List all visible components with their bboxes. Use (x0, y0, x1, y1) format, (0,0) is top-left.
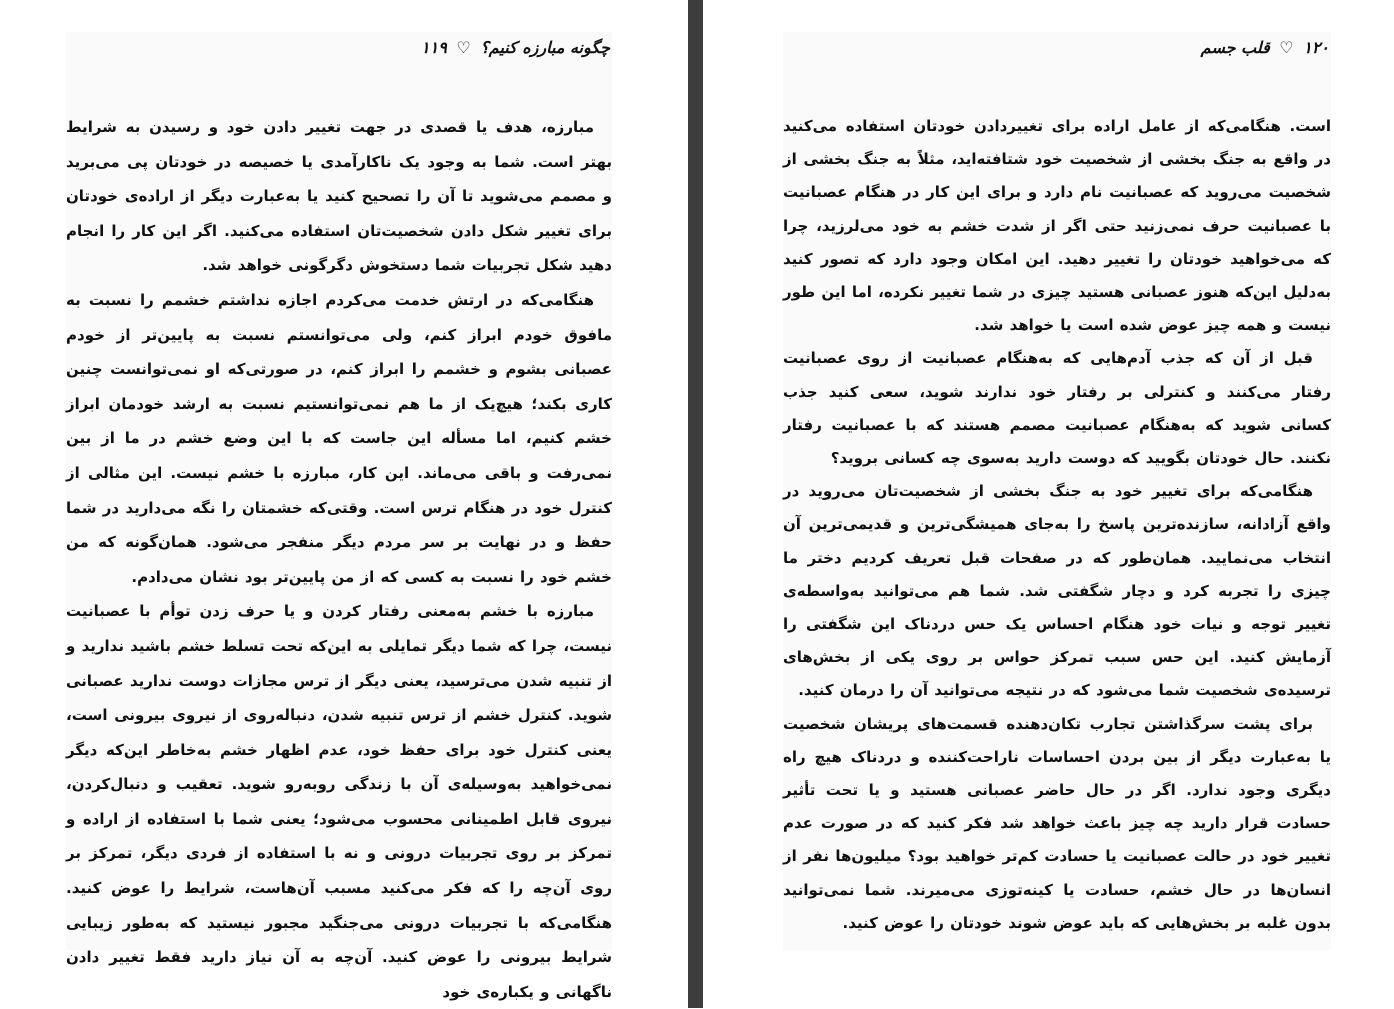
paragraph: برای پشت سرگذاشتن تجارب تکان‌دهنده قسمت‌های پریشان شخصیت یا به‌عبارت دیگر از بین بردن احساسات ناراحت‌کننده و دردناک هیچ راه دیگری وجود ندارد. اگر در حال حاضر عصبانی هستید و یا تحت تأثیر حسادت قرار دارید چه چیز باعث خواهد شد فکر کنید که در صورت عدم تغییر خود در حالت عصبانیت یا حسادت کم‌تر خواهید بود؟ میلیون‌ها نفر از انسان‌ها در حال خشم، حسادت یا کینه‌توزی می‌میرند. شما نمی‌توانید بدون غلبه بر بخش‌هایی که باید عوض شوند خودتان را عوض کنید. (783, 714, 1331, 932)
paragraph: هنگامی‌که برای تغییر خود به جنگ بخشی از شخصیت‌تان می‌روید در واقع آزادانه، سازنده‌ترین پاسخ را به‌جای همیشگی‌ترین و قدیمی‌ترین آن انتخاب می‌نمایید. همان‌طور که در صفحات قبل تعریف کردیم دختر ما چیزی را تجربه کرد و دچار شگفتی شد. شما هم می‌توانید به‌واسطه‌ی تغییر توجه و نیات خود هنگام احساس یک حس دردناک این شگفتی را آزمایش کنید. این حس سبب تمرکز حواس بر روی یکی از بخش‌های ترسیده‌ی شخصیت شما می‌شود که در نتیجه می‌توانید آن را درمان کنید. (783, 482, 1331, 700)
heart-icon: ♡ (1279, 38, 1294, 57)
page-header (785, 38, 1329, 66)
page-header (68, 38, 610, 66)
paragraph: است. هنگامی‌که از عامل اراده برای تغییردادن خودتان استفاده می‌کنید در واقع به جنگ بخشی از شخصیت خود شتافته‌اید، مثلاً به جنگ بخشی از شخصیت می‌روید که عصبانیت نام دارد و برای این کار در هنگام عصبانیت با عصبانیت حرف نمی‌زنید حتی اگر از شدت خشم به خود می‌لرزید، چرا که می‌خواهید خودتان را تغییر دهید. این امکان وجود دارد که تصور کنید به‌دلیل این‌که هنوز عصبانی هستید چیزی در شما تغییر نکرده، اما این طور نیست و همه چیز عوض شده است یا خواهد شد. (783, 117, 1331, 335)
page-body (783, 110, 1331, 940)
paragraph: مبارزه با خشم به‌معنی رفتار کردن و یا حرف زدن توأم با عصبانیت نیست، چرا که شما دیگر تمایلی به این‌که تحت تسلط خشم باشید ندارید و از تنبیه شدن می‌ترسید، یعنی دیگر از ترس مجازات دوست ندارید عصبانی شوید. کنترل خشم از ترس تنبیه شدن، دنباله‌روی از نیروی بیرونی است، یعنی کنترل خود برای حفظ خود، عدم اظهار خشم به‌خاطر این‌که دیگر نمی‌خواهید به‌وسیله‌ی آن با زندگی روبه‌رو شوید. تعقیب و دنبال‌کردن، نیروی قابل اطمینانی محسوب می‌شود؛ یعنی شما با استفاده از اراده و تمرکز بر روی تجربیات درونی و نه با استفاده از فردی دیگر، تمرکز بر روی آن‌چه را که فکر می‌کنید مسبب آن‌هاست، شرایط را عوض کنید. هنگامی‌که با تجربیات درونی می‌جنگید مجبور نیستید که به‌طور زیبایی شرایط بیرونی را عوض کنید. آن‌چه به آن نیاز دارید فقط تغییر دادن ناگهانی و یکباره‌ی خود (66, 602, 612, 1001)
paragraph: قبل از آن که جذب آدم‌هایی که به‌هنگام عصبانیت از روی عصبانیت رفتار می‌کنند و کنترلی بر رفتار خود ندارند شوید، سعی کنید جذب کسانی شوید که به‌هنگام عصبانیت مصمم هستند که با عصبانیت رفتار نکنند. حال خودتان بگویید که دوست دارید به‌سوی چه کسانی بروید؟ (783, 349, 1331, 468)
page-number: ۱۲۰ (1303, 38, 1329, 57)
page-title: قلب جسم (1200, 38, 1270, 57)
left-page (66, 32, 612, 1001)
page-title: چگونه مبارزه کنیم؟ (480, 38, 610, 57)
book-spine-divider (688, 0, 703, 1008)
page-number: ۱۱۹ (421, 38, 447, 57)
paragraph: مبارزه، هدف یا قصدی در جهت تغییر دادن خود و رسیدن به شرایط بهتر است. شما به وجود یک ناکارآمدی یا خصیصه در خودتان پی می‌برید و مصمم می‌شوید تا آن را تصحیح کنید یا به‌عبارت دیگر از اراده‌ی خودتان برای تغییر شکل دادن شخصیت‌تان استفاده می‌کنید. اگر این کار را انجام دهید شکل تجربیات شما دستخوش دگرگونی خواهد شد. (66, 118, 612, 275)
heart-icon: ♡ (456, 38, 471, 57)
paragraph: هنگامی‌که در ارتش خدمت می‌کردم اجازه نداشتم خشمم را نسبت به مافوق خودم ابراز کنم، ولی می‌توانستم نسبت به پایین‌تر از خودم عصبانی بشوم و خشمم را ابراز کنم، در صورتی‌که او نمی‌توانست چنین کاری بکند؛ هیچ‌یک از ما هم نمی‌توانستیم نسبت به ارشد خودمان ابراز خشم کنیم، اما مسأله این جاست که با این وضع خشم در ما از بین نمی‌رفت و باقی می‌ماند. این کار، مبارزه با خشم نیست. این مثالی از کنترل خود در هنگام ترس است. وقتی‌که خشمتان را نگه می‌دارید در شما حفظ و در نهایت بر سر مردم دیگر منفجر می‌شود. همان‌گونه که من خشم خود را نسبت به کسی که از من پایین‌تر بود نشان می‌دادم. (66, 290, 612, 586)
right-page (783, 32, 1331, 950)
page-body (66, 110, 612, 1009)
